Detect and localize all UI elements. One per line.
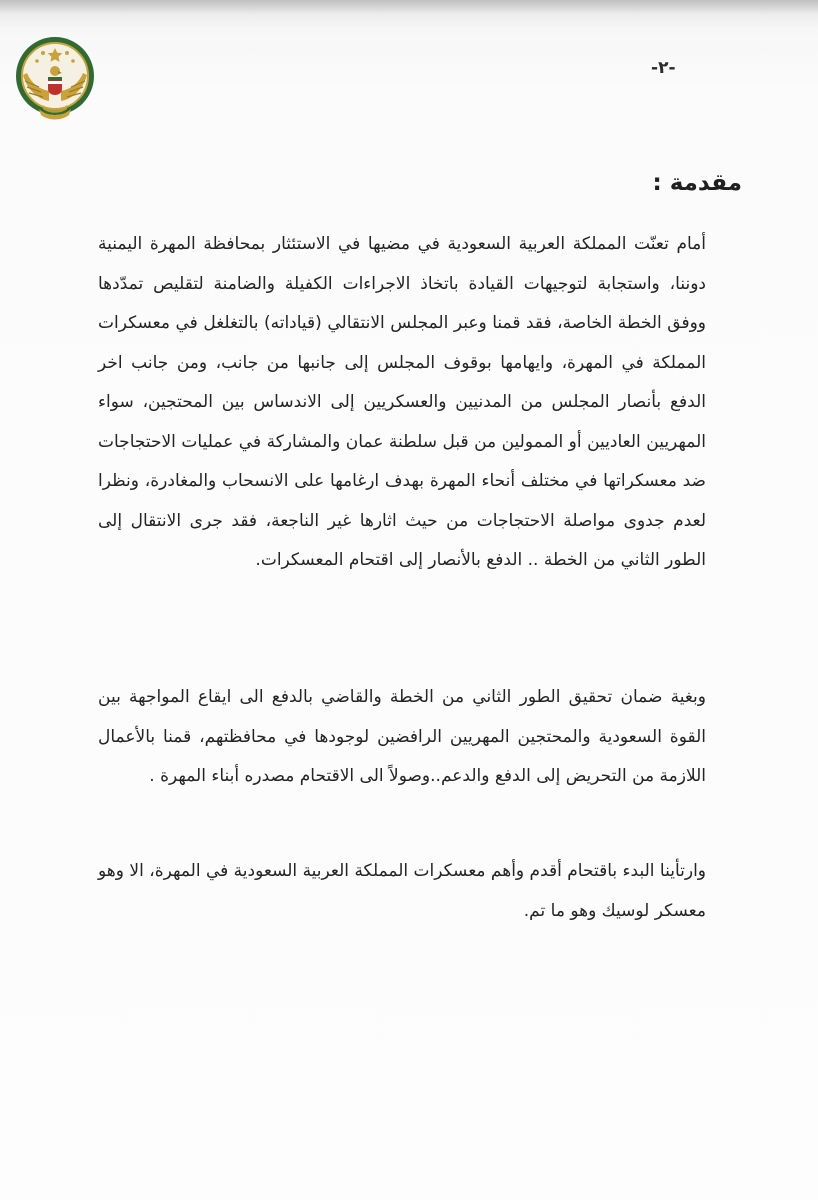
page-number: -٢- (651, 58, 676, 78)
section-heading: مقدمة : (652, 170, 742, 196)
scan-edge-shadow (0, 0, 818, 14)
eagle-emblem-icon (13, 31, 97, 125)
paragraph-camp-assault: وارتأينا البدء باقتحام أقدم وأهم معسكرات المملكة العربية السعودية في المهرة، الا وهو معسكر لوسيك وهو ما تم. (98, 861, 706, 921)
paragraph-second-phase: وبغية ضمان تحقيق الطور الثاني من الخطة والقاضي بالدفع الى ايقاع المواجهة بين القوة السعودية والمحتجين المهريين الرافضين لوجودها في محافظتهم، قمنا بالأعمال اللازمة من التحريض إلى الدفع والدعم..وصولاً الى الاقتحام مصدره أبناء المهرة . (98, 687, 706, 786)
paragraph-intro: أمام تعنّت المملكة العربية السعودية في مضيها في الاستئثار بمحافظة المهرة اليمنية دوننا، واستجابة لتوجيهات القيادة باتخاذ الاجراءات الكفيلة والضامنة لتقليص تمدّدها ووفق الخطة الخاصة، فقد قمنا وعبر المجلس الانتقالي (قياداته) بالتغلغل في معسكرات المملكة في المهرة، وايهامها بوقوف المجلس إلى جانبها من جانب، ومن جانب اخر الدفع بأنصار المجلس من المدنيين والعسكريين إلى الاندساس بين المحتجين، سواء المهريين العاديين أو الممولين من قبل سلطنة عمان والمشاركة في عمليات الاحتجاجات ضد معسكراتها في مختلف أنحاء المهرة بهدف ارغامها على الانسحاب والمغادرة، ونظرا لعدم جدوى مواصلة الاحتجاجات من حيث اثارها غير الناجعة، فقد جرى الانتقال إلى الطور الثاني من الخطة .. الدفع بالأنصار إلى اقتحام المعسكرات. (98, 234, 706, 570)
